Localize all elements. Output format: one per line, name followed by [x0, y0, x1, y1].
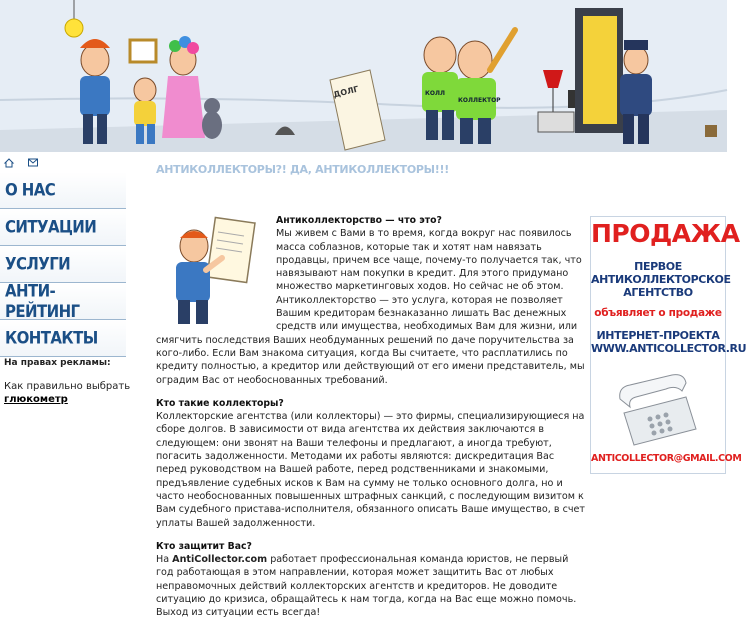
telephone-icon [616, 369, 700, 449]
home-icon[interactable] [4, 158, 14, 172]
nav-item-services[interactable] [0, 246, 126, 283]
sidebar-ad-label: На правах рекламы: [4, 358, 111, 368]
sign-kollektor: КОЛЛЕКТОР [458, 97, 501, 104]
intro-paragraph: Мы живем с Вами в то время, когда вокруг нас появилось масса соблазнов, которые так и хотят нам навязать продавцы, причем все чаще, почему-то получается так, что навязывают нам покупки в кредит. Для этого придумано множество маркетинговых ходов. Но сейчас не об этом. Антиколлекторство — это услуга, которая не позволяет Вашим кредиторам безнаказанно лишать Вас денежных средств или имущества, необходимых Вам для жизни, или смягчить последствия Ваших необдуманных решений по даче поручительства за кого-либо. Если Вам знакома ситуация, когда Вы считаете, что расплатились по кредиту полностью, а кредитор или действующий от его имени представитель, мы оградим Вас от необоснованных требований. [156, 228, 585, 386]
mail-icon[interactable] [28, 158, 38, 172]
protect-prefix: На [156, 554, 173, 566]
ad-line2: объявляет о продаже [594, 307, 722, 319]
nav-item-contacts[interactable] [0, 320, 126, 357]
nav-item-label: О НАС [5, 179, 56, 201]
question-what-is: Антиколлекторство — что это? [276, 215, 442, 226]
brand-name: AntiCollector.com [172, 554, 268, 566]
main-content [156, 214, 586, 620]
nav-item-label: КОНТАКТЫ [5, 327, 98, 349]
ad-headline: ПРОДАЖА [591, 219, 740, 248]
header-icons [4, 158, 38, 172]
ad-line1: ПЕРВОЕ АНТИКОЛЛЕКТОРСКОЕ АГЕНТСТВО [591, 260, 731, 299]
illustration-man-with-document [156, 214, 268, 326]
main-nav [0, 172, 126, 357]
nav-item-label: УСЛУГИ [5, 253, 71, 275]
sign-dolg: ДОЛГ [332, 84, 360, 100]
sale-advertisement[interactable] [590, 216, 746, 474]
sidebar-ad-link[interactable]: глюкометр [4, 394, 68, 405]
ad-line3: ИНТЕРНЕТ-ПРОЕКТА WWW.ANTICOLLECTOR.RU [591, 329, 746, 355]
collectors-paragraph: Коллекторские агентства (или коллекторы) — это фирмы, специализирующиеся на сборе долгов. В зависимости от вида агентства их действия заключаются в следующем: они звонят на Ваши телефоны и предлагают, а иногда требуют, погасить задолженности. Методами их работы являются: дискредитация Вас перед руководством на Вашей работе, перед родственниками и знакомыми, предъявление судебных исков к Вам на сумму не только основного долга, но и часто необоснованных повышенных штрафных санкций, с последующим визитом к Вам судебного пристава-исполнителя, обязанного описать Ваше имущество, в счет уплаты Вашей задолженности. [156, 411, 586, 529]
nav-item-label: СИТУАЦИИ [5, 216, 97, 238]
sidebar-ad-text: Как правильно выбрать [4, 381, 131, 392]
nav-item-situations[interactable] [0, 209, 126, 246]
nav-item-label: АНТИ-РЕЙТИНГ [5, 280, 80, 322]
nav-item-about[interactable] [0, 172, 126, 209]
nav-item-anti-rating[interactable] [0, 280, 126, 322]
question-who-protects: Кто защитит Вас? [156, 540, 252, 552]
protect-paragraph: работает профессиональная команда юристов, не первый год работающая в этом направлении, которая может защитить Вас от любых неправомочных действий коллекторских агентств и кредиторов. Не доводите ситуацию до кризиса, обращайтесь к нам тогда, когда на Вас еще можно помочь. Выход из ситуации есть всегда! [156, 554, 577, 619]
banner-illustration [0, 0, 727, 152]
header-banner [0, 0, 727, 152]
ad-email: ANTICOLLECTOR@GMAIL.COM [591, 453, 742, 464]
page-title: АНТИКОЛЛЕКТОРЫ?! ДА, АНТИКОЛЛЕКТОРЫ!!! [156, 163, 449, 176]
sign-koll: КОЛЛ [425, 90, 445, 97]
question-who-collectors: Кто такие коллекторы? [156, 397, 284, 409]
